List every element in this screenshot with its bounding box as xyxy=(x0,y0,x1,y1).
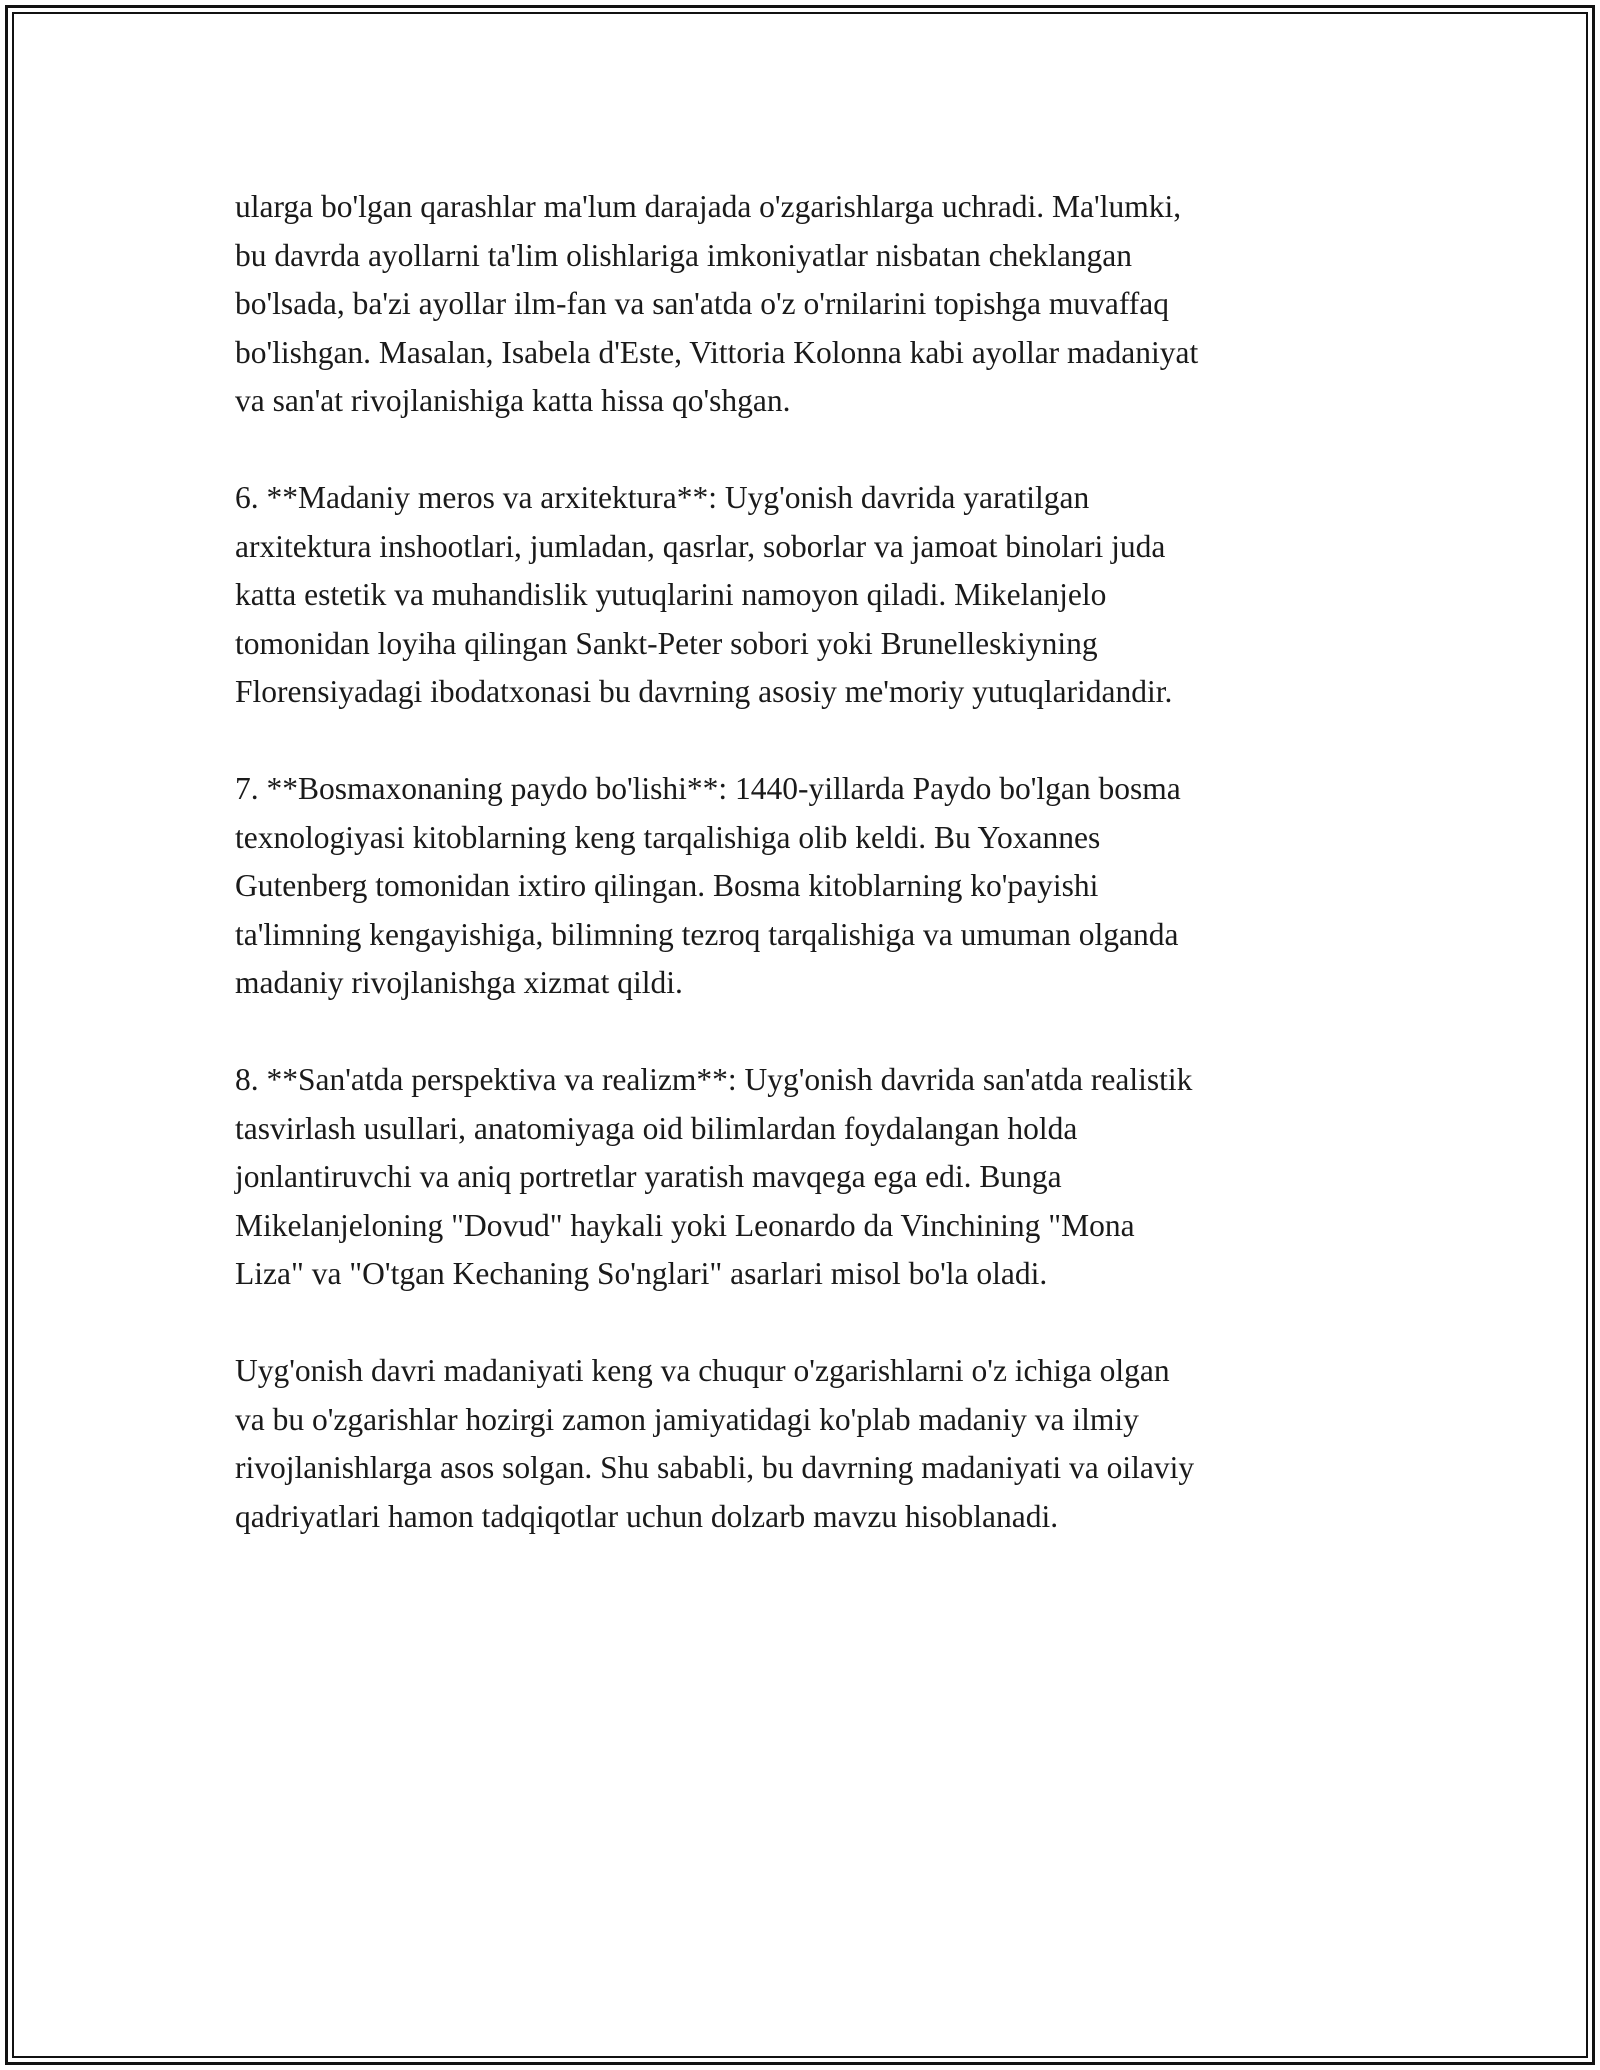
paragraph-heritage-architecture: 6. **Madaniy meros va arxitektura**: Uyg'onish davrida yaratilgan arxitektura inshootlari, jumladan, qasrlar, soborlar va jamoat binolari juda katta estetik va muhandislik yutuqlarini namoyon qiladi. Mikelanjelo tomonidan loyiha qilingan Sankt-Peter sobori yoki Brunelleskiyning Florensiyadagi ibodatxonasi bu davrning asosiy me'moriy yutuqlaridandir. xyxy=(235,480,1173,709)
paragraph-printing-press: 7. **Bosmaxonaning paydo bo'lishi**: 1440-yillarda Paydo bo'lgan bosma texnologiyasi kitoblarning keng tarqalishiga olib keldi. Bu Yoxannes Gutenberg tomonidan ixtiro qilingan. Bosma kitoblarning ko'payishi ta'limning kengayishiga, bilimning tezroq tarqalishiga va umuman olganda madaniy rivojlanishga xizmat qildi. xyxy=(235,771,1181,1000)
document-body xyxy=(235,183,1375,1590)
paragraph-women-in-culture: ularga bo'lgan qarashlar ma'lum darajada o'zgarishlarga uchradi. Ma'lumki, bu davrda ayollarni ta'lim olishlariga imkoniyatlar nisbatan cheklangan bo'lsada, ba'zi ayollar ilm-fan va san'atda o'z o'rnilarini topishga muvaffaq bo'lishgan. Masalan, Isabela d'Este, Vittoria Kolonna kabi ayollar madaniyat va san'at rivojlanishiga katta hissa qo'shgan. xyxy=(235,189,1199,418)
paragraph-conclusion: Uyg'onish davri madaniyati keng va chuqur o'zgarishlarni o'z ichiga olgan va bu o'zgarishlar hozirgi zamon jamiyatidagi ko'plab madaniy va ilmiy rivojlanishlarga asos solgan. Shu sababli, bu davrning madaniyati va oilaviy qadriyatlari hamon tadqiqotlar uchun dolzarb mavzu hisoblanadi. xyxy=(235,1353,1195,1534)
paragraph-perspective-realism: 8. **San'atda perspektiva va realizm**: Uyg'onish davrida san'atda realistik tasvirlash usullari, anatomiyaga oid bilimlardan foydalangan holda jonlantiruvchi va aniq portretlar yaratish mavqega ega edi. Bunga Mikelanjeloning "Dovud" haykali yoki Leonardo da Vinchining "Mona Liza" va "O'tgan Kechaning So'nglari" asarlari misol bo'la oladi. xyxy=(235,1062,1193,1291)
